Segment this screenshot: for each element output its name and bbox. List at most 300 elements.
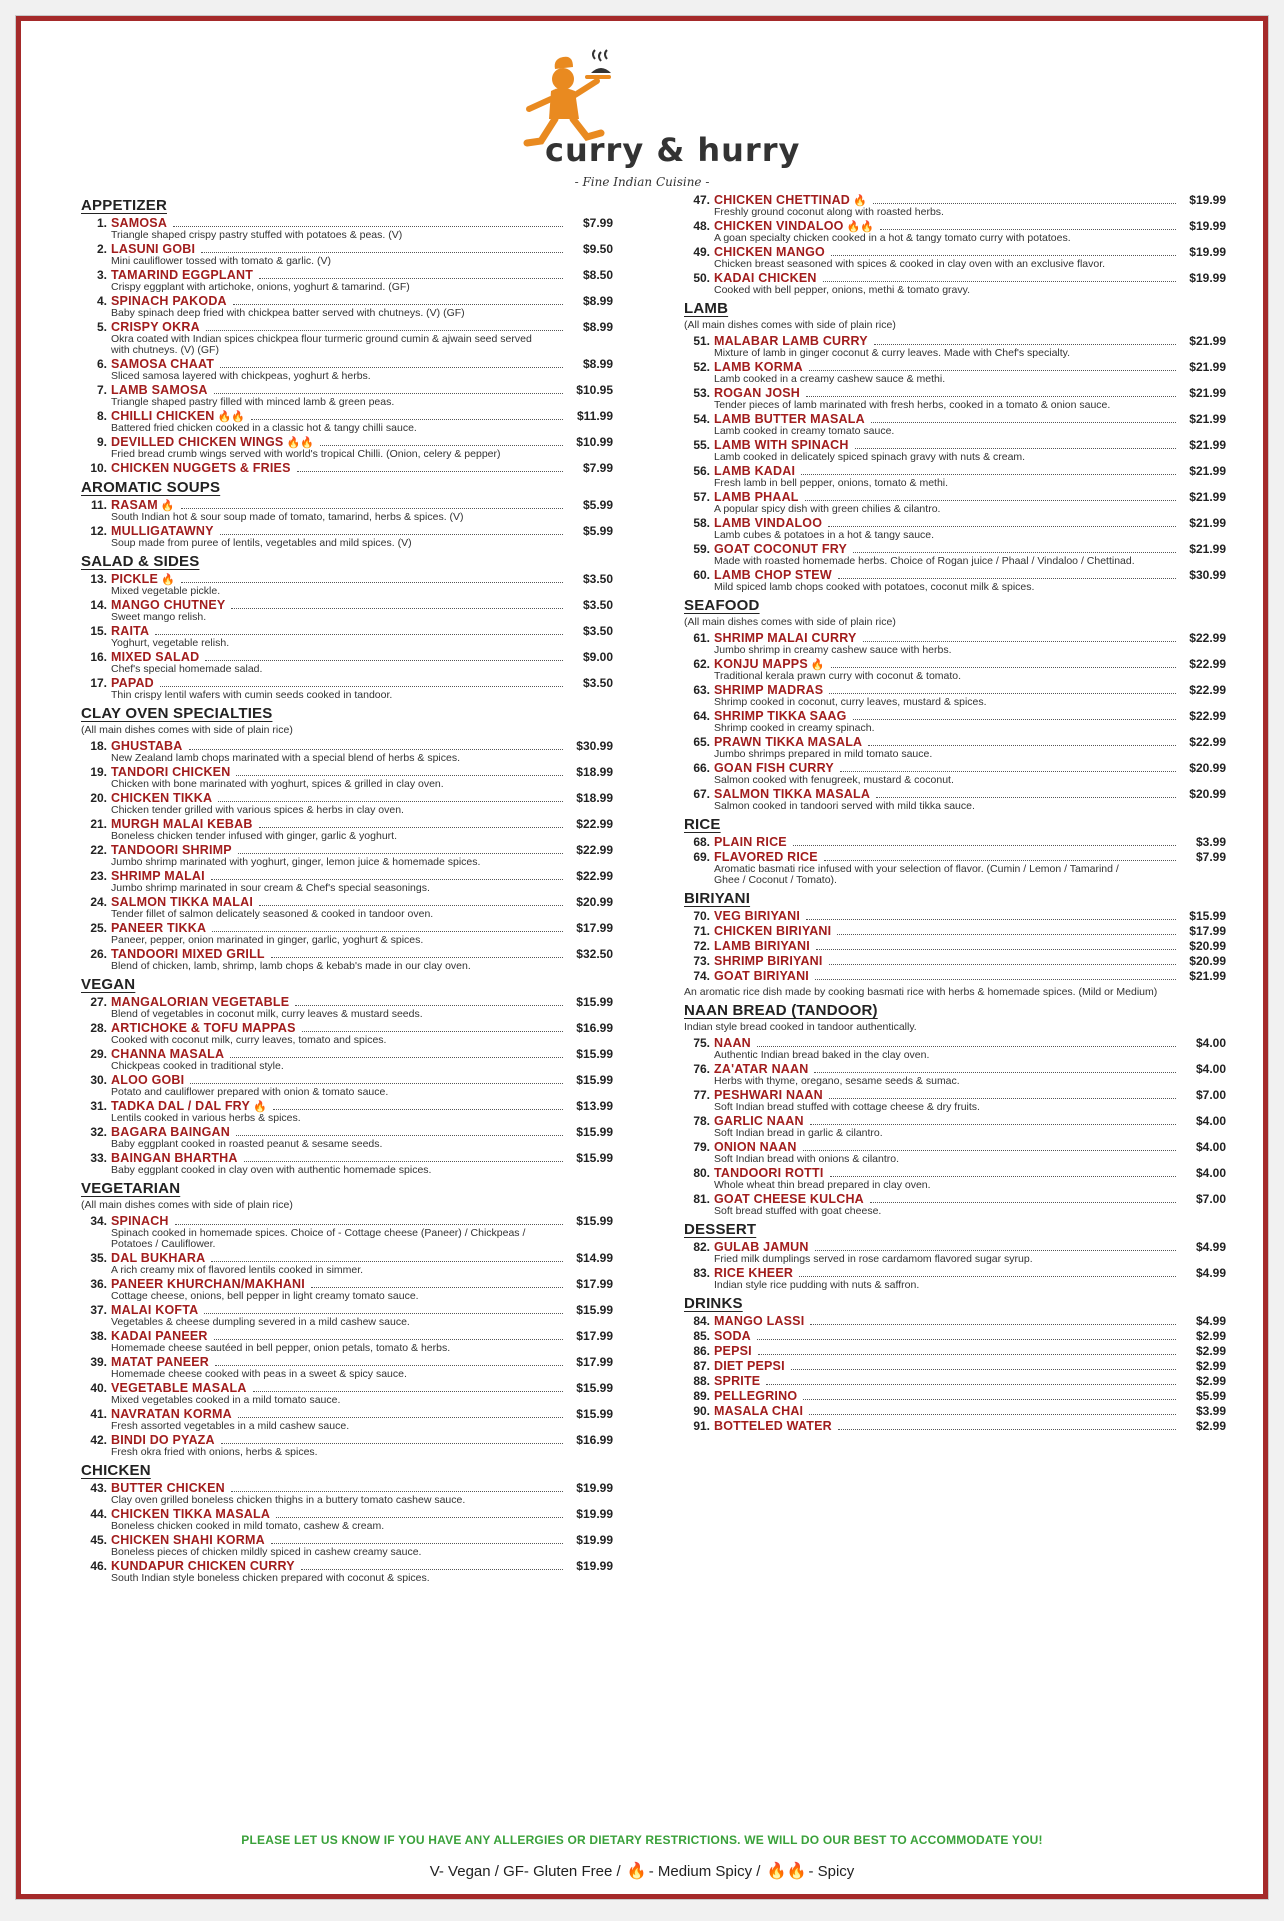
leader-dots	[880, 221, 1176, 230]
item-name: DEVILLED CHICKEN WINGS	[111, 435, 284, 449]
menu-item	[684, 1036, 1226, 1061]
leader-dots	[295, 997, 563, 1006]
item-number: 87.	[693, 1359, 710, 1373]
menu-item-row	[693, 542, 1226, 556]
item-price: $9.50	[582, 242, 613, 256]
menu-item	[81, 1329, 613, 1354]
section-title: CLAY OVEN SPECIALTIES	[81, 705, 273, 722]
menu-item	[684, 1062, 1226, 1087]
item-number: 30.	[90, 1073, 107, 1087]
item-price: $22.99	[576, 869, 613, 883]
item-description: Chicken tender grilled with various spices & herbs in clay oven.	[111, 804, 404, 816]
menu-item	[81, 995, 613, 1020]
item-number: 56.	[693, 464, 710, 478]
menu-item-row	[693, 1419, 1226, 1433]
item-name: PANEER TIKKA	[111, 921, 207, 935]
item-name: SAMOSA CHAAT	[111, 357, 215, 371]
item-description: Fried bread crumb wings served with world's tropical Chilli. (Onion, celery & pepper)	[111, 448, 501, 460]
leader-dots	[823, 273, 1176, 282]
item-description: Cooked with bell pepper, onions, methi & tomato gravy.	[714, 284, 971, 296]
menu-item	[81, 1355, 613, 1380]
leader-dots	[233, 296, 563, 305]
leader-dots	[231, 1483, 563, 1492]
item-price: $21.99	[1189, 386, 1226, 400]
item-price: $21.99	[1189, 360, 1226, 374]
item-price: $21.99	[1189, 542, 1226, 556]
item-price: $15.99	[576, 1407, 613, 1421]
item-number: 60.	[693, 568, 710, 582]
menu-section	[684, 597, 1226, 812]
item-name: KADAI CHICKEN	[714, 271, 817, 285]
item-price: $19.99	[1189, 219, 1226, 233]
menu-item-row	[693, 939, 1226, 953]
menu-item-row	[90, 921, 613, 935]
menu-item-row	[90, 598, 613, 612]
item-price: $4.99	[1195, 1240, 1226, 1254]
menu-section	[81, 197, 613, 475]
menu-item	[684, 835, 1226, 849]
menu-item-row	[693, 1240, 1226, 1254]
item-number: 35.	[90, 1251, 107, 1265]
item-price: $15.99	[576, 1047, 613, 1061]
item-name: SPINACH	[111, 1214, 169, 1228]
item-description: Mini cauliflower tossed with tomato & garlic. (V)	[111, 255, 331, 267]
leader-dots	[259, 897, 563, 906]
menu-item	[684, 683, 1226, 708]
item-name: KUNDAPUR CHICKEN CURRY	[111, 1559, 295, 1573]
menu-item-row	[96, 320, 613, 334]
menu-section	[684, 1002, 1226, 1217]
item-price: $16.99	[576, 1433, 613, 1447]
menu-item-row	[693, 490, 1226, 504]
item-price: $22.99	[1189, 657, 1226, 671]
item-price: $20.99	[1189, 939, 1226, 953]
item-price: $15.99	[1189, 909, 1226, 923]
menu-item	[81, 1214, 613, 1250]
menu-item-row	[96, 435, 613, 449]
item-name: MANGO CHUTNEY	[111, 598, 226, 612]
item-price: $15.99	[576, 1151, 613, 1165]
item-number: 49.	[693, 245, 710, 259]
leader-dots	[173, 218, 563, 227]
menu-item-row	[90, 1251, 613, 1265]
flame-icon: 🔥	[626, 1863, 647, 1880]
menu-item	[81, 1433, 613, 1458]
leader-dots	[814, 1064, 1176, 1073]
leader-dots	[815, 971, 1176, 980]
menu-item-row	[693, 360, 1226, 374]
menu-item	[684, 709, 1226, 734]
item-description: Fresh okra fried with onions, herbs & spices.	[111, 1446, 318, 1458]
item-number: 54.	[693, 412, 710, 426]
item-name: FLAVORED RICE	[714, 850, 818, 864]
menu-item	[81, 242, 613, 267]
menu-item	[684, 969, 1226, 983]
menu-item	[81, 624, 613, 649]
item-price: $10.95	[576, 383, 613, 397]
item-number: 83.	[693, 1266, 710, 1280]
item-name: TANDOORI ROTTI	[714, 1166, 824, 1180]
item-number: 71.	[693, 924, 710, 938]
item-name: LAMB BUTTER MASALA	[714, 412, 865, 426]
item-name: GOAT CHEESE KULCHA	[714, 1192, 864, 1206]
item-number: 64.	[693, 709, 710, 723]
legend-text-3: - Spicy	[808, 1863, 855, 1880]
flame-icon: 🔥	[252, 1101, 267, 1113]
item-number: 43.	[90, 1481, 107, 1495]
item-number: 65.	[693, 735, 710, 749]
menu-item-row	[96, 242, 613, 256]
item-number: 19.	[90, 765, 107, 779]
item-price: $15.99	[576, 1125, 613, 1139]
item-price: $22.99	[1189, 631, 1226, 645]
item-description: Homemade cheese cooked with peas in a sweet & spicy sauce.	[111, 1368, 407, 1380]
item-name: ZA'ATAR NAAN	[714, 1062, 809, 1076]
leader-dots	[793, 837, 1176, 846]
menu-item	[81, 435, 613, 460]
leader-dots	[806, 911, 1176, 920]
section-title: VEGETARIAN	[81, 1180, 181, 1197]
item-price: $22.99	[1189, 709, 1226, 723]
item-number: 51.	[693, 334, 710, 348]
item-price: $3.50	[582, 676, 613, 690]
item-price: $21.99	[1189, 490, 1226, 504]
item-number: 46.	[90, 1559, 107, 1573]
item-description: Triangle shaped pastry filled with minced lamb & green peas.	[111, 396, 395, 408]
section-title: CHICKEN	[81, 1462, 151, 1479]
section-note: (All main dishes comes with side of plain rice)	[684, 319, 896, 331]
item-description: Whole wheat thin bread prepared in clay oven.	[714, 1179, 931, 1191]
menu-item-row	[90, 1099, 613, 1113]
item-number: 66.	[693, 761, 710, 775]
item-price: $5.99	[1195, 1389, 1226, 1403]
item-price: $4.00	[1195, 1036, 1226, 1050]
menu-item	[81, 817, 613, 842]
item-name: CRISPY OKRA	[111, 320, 200, 334]
menu-item	[684, 1344, 1226, 1358]
item-number: 90.	[693, 1404, 710, 1418]
menu-item-row	[693, 386, 1226, 400]
item-price: $2.99	[1195, 1344, 1226, 1358]
item-description: Potato and cauliflower prepared with onion & tomato sauce.	[111, 1086, 389, 1098]
item-name: TANDOORI MIXED GRILL	[111, 947, 265, 961]
menu-item-row	[90, 1021, 613, 1035]
section-title: DRINKS	[684, 1295, 743, 1312]
menu-section	[684, 890, 1226, 998]
menu-item-row	[90, 1433, 613, 1447]
item-number: 24.	[90, 895, 107, 909]
item-price: $15.99	[576, 1073, 613, 1087]
item-price: $4.00	[1195, 1140, 1226, 1154]
menu-item-row	[693, 334, 1226, 348]
leader-dots	[876, 789, 1176, 798]
leader-dots	[311, 1279, 563, 1288]
item-description: Jumbo shrimp marinated in sour cream & Chef's special seasonings.	[111, 882, 430, 894]
item-description: Soft bread stuffed with goat cheese.	[714, 1205, 882, 1217]
item-name: TANDORI CHICKEN	[111, 765, 231, 779]
item-description: Sweet mango relish.	[111, 611, 207, 623]
item-number: 82.	[693, 1240, 710, 1254]
flame-icon: 🔥🔥	[286, 437, 314, 449]
item-name: PLAIN RICE	[714, 835, 787, 849]
item-name: LAMB VINDALOO	[714, 516, 823, 530]
item-name: LAMB CHOP STEW	[714, 568, 832, 582]
item-number: 41.	[90, 1407, 107, 1421]
item-price: $20.99	[576, 895, 613, 909]
item-description: South Indian hot & sour soup made of tomato, tamarind, herbs & spices. (V)	[111, 511, 464, 523]
menu-item	[81, 1251, 613, 1276]
item-description: Spinach cooked in homemade spices. Choice of - Cottage cheese (Paneer) / Chickpeas / Potatoes / Cauliflower.	[111, 1227, 526, 1250]
leader-dots	[824, 852, 1176, 861]
item-number: 36.	[90, 1277, 107, 1291]
menu-item-row	[90, 895, 613, 909]
leader-dots	[799, 1268, 1176, 1277]
brand-name: curry & hurry	[545, 131, 801, 169]
item-name: LAMB WITH SPINACH	[714, 438, 849, 452]
menu-item-row	[693, 709, 1226, 723]
item-price: $8.50	[582, 268, 613, 282]
menu-item	[684, 761, 1226, 786]
item-number: 38.	[90, 1329, 107, 1343]
item-number: 89.	[693, 1389, 710, 1403]
item-name: MANGALORIAN VEGETABLE	[111, 995, 290, 1009]
item-number: 75.	[693, 1036, 710, 1050]
item-name: CHICKEN CHETTINAD	[714, 193, 851, 207]
item-description: Baby eggplant cooked in roasted peanut & sesame seeds.	[111, 1138, 383, 1150]
item-name: SODA	[714, 1329, 751, 1343]
menu-item-row	[96, 268, 613, 282]
item-price: $20.99	[1189, 954, 1226, 968]
menu-item-row	[96, 383, 613, 397]
flame-icon: 🔥	[161, 574, 175, 586]
item-number: 17.	[90, 676, 107, 690]
item-number: 42.	[90, 1433, 107, 1447]
legend-text-2: - Medium Spicy /	[648, 1863, 761, 1880]
menu-item	[684, 1088, 1226, 1113]
item-number: 12.	[90, 524, 107, 538]
leader-dots	[273, 1101, 563, 1110]
menu-item	[81, 1303, 613, 1328]
menu-item-row	[90, 524, 613, 538]
item-number: 31.	[90, 1099, 107, 1113]
menu-item	[684, 412, 1226, 437]
menu-item	[81, 650, 613, 675]
item-number: 23.	[90, 869, 107, 883]
menu-item-row	[693, 954, 1226, 968]
item-name: VEG BIRIYANI	[714, 909, 800, 923]
menu-item-row	[693, 835, 1226, 849]
legend-text-1: V- Vegan / GF- Gluten Free /	[429, 1863, 621, 1880]
menu-item	[684, 657, 1226, 682]
leader-dots	[201, 244, 563, 253]
menu-item-row	[693, 1389, 1226, 1403]
item-description: Shrimp cooked in coconut, curry leaves, mustard & spices.	[714, 696, 987, 708]
leader-dots	[868, 737, 1176, 746]
item-description: Fried milk dumplings served in rose cardamom flavored sugar syrup.	[714, 1253, 1033, 1265]
item-number: 81.	[693, 1192, 710, 1206]
item-number: 11.	[90, 498, 107, 512]
item-name: CHICKEN MANGO	[714, 245, 825, 259]
allergy-notice: PLEASE LET US KNOW IF YOU HAVE ANY ALLERGIES OR DIETARY RESTRICTIONS. WE WILL DO OUR BEST TO ACCOMMODATE YOU!	[241, 1833, 1043, 1847]
leader-dots	[831, 247, 1176, 256]
item-number: 47.	[693, 193, 710, 207]
item-name: MIXED SALAD	[111, 650, 200, 664]
item-price: $2.99	[1195, 1419, 1226, 1433]
leader-dots	[766, 1376, 1176, 1385]
item-price: $18.99	[576, 791, 613, 805]
menu-item-row	[693, 1314, 1226, 1328]
section-title: AROMATIC SOUPS	[81, 479, 221, 496]
leader-dots	[244, 1153, 563, 1162]
menu-column-right	[684, 193, 1226, 1435]
item-description: Soft Indian bread in garlic & cilantro.	[714, 1127, 883, 1139]
item-price: $22.99	[576, 843, 613, 857]
item-description: Jumbo shrimps prepared in mild tomato sauce.	[714, 748, 933, 760]
item-number: 91.	[693, 1419, 710, 1433]
item-description: Authentic Indian bread baked in the clay oven.	[714, 1049, 930, 1061]
menu-item-row	[90, 1559, 613, 1573]
item-name: TAMARIND EGGPLANT	[111, 268, 254, 282]
item-number: 15.	[90, 624, 107, 638]
leader-dots	[230, 1049, 563, 1058]
menu-item	[81, 409, 613, 434]
menu-item-row	[96, 409, 613, 423]
item-price: $7.00	[1195, 1088, 1226, 1102]
menu-item-row	[693, 271, 1226, 285]
leader-dots	[189, 741, 563, 750]
item-price: $2.99	[1195, 1374, 1226, 1388]
item-name: BAGARA BAINGAN	[111, 1125, 230, 1139]
menu-item	[684, 1140, 1226, 1165]
item-number: 86.	[693, 1344, 710, 1358]
menu-item	[81, 921, 613, 946]
item-price: $17.99	[1189, 924, 1226, 938]
item-name: BAINGAN BHARTHA	[111, 1151, 238, 1165]
item-number: 88.	[693, 1374, 710, 1388]
menu-item-row	[693, 1359, 1226, 1373]
item-number: 45.	[90, 1533, 107, 1547]
leader-dots	[205, 652, 563, 661]
item-price: $21.99	[1189, 464, 1226, 478]
menu-item-row	[90, 1047, 613, 1061]
menu-item	[81, 320, 613, 356]
menu-item	[684, 1389, 1226, 1403]
menu-section	[81, 553, 613, 701]
menu-section	[81, 1180, 613, 1458]
menu-item	[684, 850, 1226, 886]
leader-dots	[853, 711, 1176, 720]
item-description: Okra coated with Indian spices chickpea flour turmeric ground cumin & ajwain seed served with chutneys. (V) (GF)	[111, 333, 532, 356]
leader-dots	[855, 440, 1176, 449]
menu-item	[684, 1114, 1226, 1139]
flame-icon: 🔥🔥	[766, 1863, 807, 1880]
leader-dots	[231, 600, 563, 609]
leader-dots	[251, 411, 563, 420]
menu-item-row	[90, 739, 613, 753]
item-name: PELLEGRINO	[714, 1389, 798, 1403]
leader-dots	[853, 544, 1176, 553]
item-name: CHICKEN SHAHI KORMA	[111, 1533, 265, 1547]
leader-dots	[806, 388, 1176, 397]
item-price: $17.99	[576, 1329, 613, 1343]
item-description: Triangle shaped crispy pastry stuffed with potatoes & peas. (V)	[111, 229, 403, 241]
item-price: $3.99	[1195, 1404, 1226, 1418]
item-price: $19.99	[576, 1481, 613, 1495]
section-note: Indian style bread cooked in tandoor authentically.	[684, 1021, 917, 1033]
item-price: $20.99	[1189, 761, 1226, 775]
menu-item-row	[693, 1114, 1226, 1128]
menu-item	[684, 1329, 1226, 1343]
menu-item	[81, 1277, 613, 1302]
menu-item-row	[693, 1329, 1226, 1343]
leader-dots	[206, 322, 563, 331]
item-number: 59.	[693, 542, 710, 556]
leader-dots	[838, 570, 1176, 579]
item-description: Lamb cooked in a creamy cashew sauce & methi.	[714, 373, 946, 385]
item-price: $14.99	[576, 1251, 613, 1265]
menu-item	[684, 386, 1226, 411]
leader-dots	[155, 626, 563, 635]
menu-item-row	[693, 568, 1226, 582]
item-price: $21.99	[1189, 412, 1226, 426]
leader-dots	[220, 526, 563, 535]
leader-dots	[809, 1406, 1176, 1415]
menu-item	[684, 1192, 1226, 1217]
item-name: PAPAD	[111, 676, 154, 690]
leader-dots	[276, 1509, 563, 1518]
item-price: $4.00	[1195, 1062, 1226, 1076]
item-description: Blend of vegetables in coconut milk, curry leaves & mustard seeds.	[111, 1008, 423, 1020]
menu-section	[684, 300, 1226, 593]
item-description: Boneless chicken cooked in mild tomato, cashew & cream.	[111, 1520, 385, 1532]
item-description: Chicken with bone marinated with yoghurt, spices & grilled in clay oven.	[111, 778, 444, 790]
item-name: KONJU MAPPS	[714, 657, 808, 671]
item-price: $19.99	[576, 1559, 613, 1573]
leader-dots	[301, 1561, 563, 1570]
leader-dots	[181, 574, 563, 583]
leader-dots	[212, 923, 563, 932]
item-price: $18.99	[576, 765, 613, 779]
menu-item	[81, 791, 613, 816]
menu-item	[684, 1314, 1226, 1328]
item-price: $9.00	[582, 650, 613, 664]
menu-section	[684, 1295, 1226, 1433]
item-name: GHUSTABA	[111, 739, 183, 753]
item-number: 77.	[693, 1088, 710, 1102]
item-number: 69.	[693, 850, 710, 864]
menu-item	[81, 268, 613, 293]
menu-item	[684, 490, 1226, 515]
menu-item	[684, 954, 1226, 968]
leader-dots	[271, 1535, 563, 1544]
leader-dots	[190, 1075, 563, 1084]
leader-dots	[805, 492, 1176, 501]
leader-dots	[214, 385, 563, 394]
item-number: 78.	[693, 1114, 710, 1128]
menu-item	[684, 1266, 1226, 1291]
item-price: $15.99	[576, 995, 613, 1009]
item-name: GOAT BIRIYANI	[714, 969, 809, 983]
menu-item	[684, 219, 1226, 244]
menu-item-row	[693, 1166, 1226, 1180]
item-price: $4.99	[1195, 1266, 1226, 1280]
menu-item-row	[693, 761, 1226, 775]
item-price: $15.99	[576, 1381, 613, 1395]
item-name: ARTICHOKE & TOFU MAPPAS	[111, 1021, 296, 1035]
menu-item	[684, 542, 1226, 567]
menu-item-row	[693, 787, 1226, 801]
menu-item-row	[90, 461, 613, 475]
